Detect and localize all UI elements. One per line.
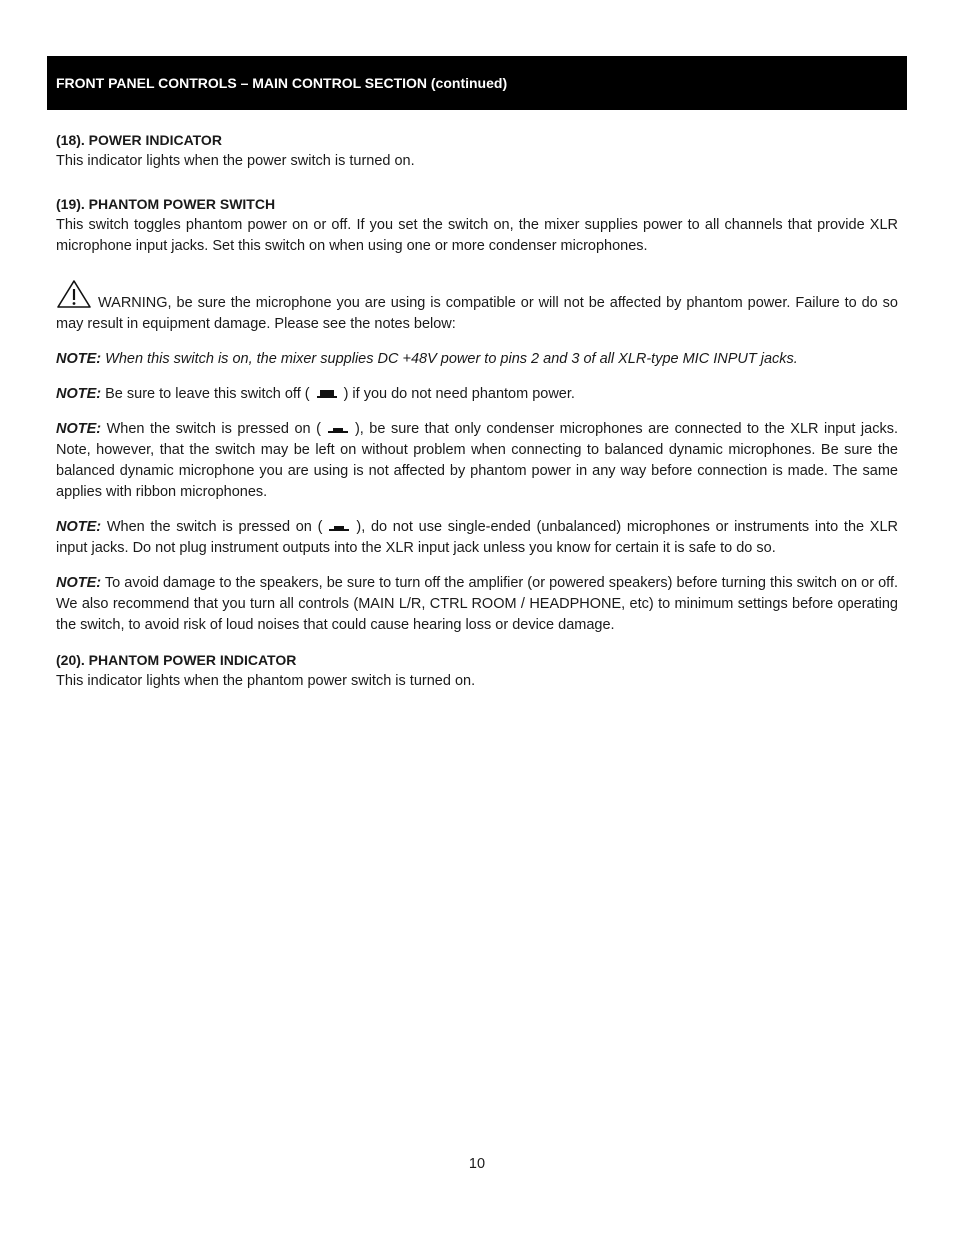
section-heading: (18). POWER INDICATOR [56,132,222,148]
note-switch-on-unbalanced [56,517,898,559]
note-text: When the switch is pressed on ( [101,519,323,535]
note-speaker-damage [56,573,898,636]
section-header-title: FRONT PANEL CONTROLS – MAIN CONTROL SECTION (continued) [56,75,508,91]
warning-triangle-icon [56,279,92,309]
note-switch-off [56,384,898,405]
warning-text: WARNING, be sure the microphone you are using is compatible or will not be affected by phantom power. Failure to do so may result in equipment damage. Please see the notes below: [56,295,898,332]
note-text: ), be sure that only condenser microphones are connected to the XLR input jacks. Note, however, that the switch may be left on without problem when connecting to balanced dynamic microphones. Be sure the balanced dynamic microphone you are using is not affected by phantom power in any way before connection is made. The same applies with ribbon microphones. [56,421,898,500]
section-phantom-power-switch [56,194,898,257]
section-body: This indicator lights when the phantom power switch is turned on. [56,673,476,689]
section-power-indicator [56,130,898,172]
page-content [56,130,898,692]
note-text: ) if you do not need phantom power. [343,386,575,402]
note-text: When this switch is on, the mixer supplies DC +48V power to pins 2 and 3 of all XLR-type MIC INPUT jacks. [101,351,798,367]
section-header-bar [47,56,907,110]
note-switch-on-condenser [56,419,898,503]
section-heading: (20). PHANTOM POWER INDICATOR [56,652,297,668]
section-body: This indicator lights when the power switch is turned on. [56,153,415,169]
note-text: To avoid damage to the speakers, be sure to turn off the amplifier (or powered speakers) before turning this switch on or off. We also recommend that you turn all controls (MAIN L/R, CTRL ROOM / HEADPHONE, etc) to minimum settings before operating the switch, to avoid risk of loud noises that could cause hearing loss or device damage. [56,575,898,633]
note-label: NOTE: [56,421,102,437]
section-phantom-power-indicator [56,650,898,692]
switch-off-icon [316,389,338,399]
page-number: 10 [468,1156,486,1172]
section-heading: (19). PHANTOM POWER SWITCH [56,196,276,212]
note-48v [56,349,898,370]
note-label: NOTE: [56,386,102,402]
note-text: Be sure to leave this switch off ( [101,386,310,402]
warning-paragraph [56,279,898,335]
switch-on-icon [327,424,349,434]
note-label: NOTE: [56,351,102,367]
switch-on-icon [328,522,350,532]
note-label: NOTE: [56,575,102,591]
note-text: When the switch is pressed on ( [101,421,321,437]
note-label: NOTE: [56,519,102,535]
note-text: ), do not use single-ended (unbalanced) microphones or instruments into the XLR input jacks. Do not plug instrument outputs into the XLR input jack unless you know for certain it is safe to do so. [56,519,898,556]
section-body: This switch toggles phantom power on or off. If you set the switch on, the mixer supplies power to all channels that provide XLR microphone input jacks. Set this switch on when using one or more condenser microphones. [56,217,898,254]
